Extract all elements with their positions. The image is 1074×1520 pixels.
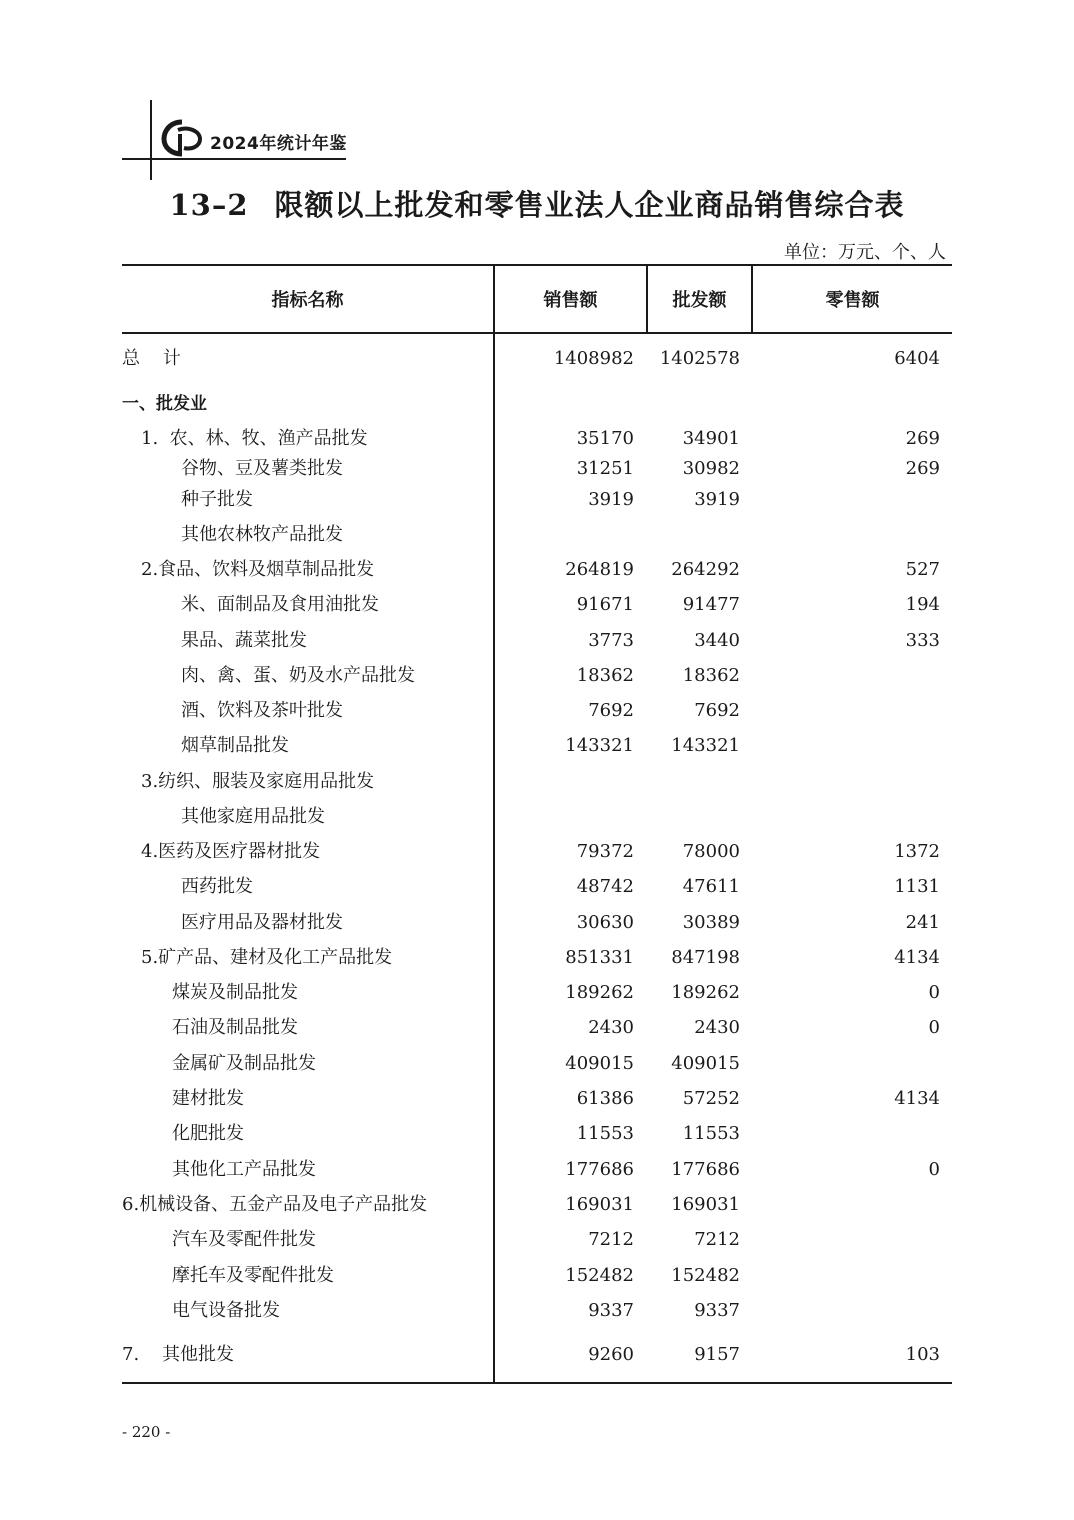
row-label: 煤炭及制品批发 xyxy=(172,982,298,1003)
cell-sales: 7212 xyxy=(588,1229,634,1250)
table-bottom-rule xyxy=(122,1382,952,1384)
table-row xyxy=(0,1227,1074,1253)
cell-wholesale: 189262 xyxy=(671,982,740,1003)
cell-retail: 0 xyxy=(928,1017,940,1038)
row-label: 酒、饮料及茶叶批发 xyxy=(181,700,343,721)
row-label: 西药批发 xyxy=(181,876,253,897)
cell-sales: 35170 xyxy=(576,428,634,449)
table-row xyxy=(0,1298,1074,1324)
cell-wholesale: 409015 xyxy=(671,1053,740,1074)
cell-retail: 103 xyxy=(905,1344,940,1365)
cell-retail: 4134 xyxy=(894,947,940,968)
cell-wholesale: 847198 xyxy=(671,947,740,968)
cell-sales: 1408982 xyxy=(553,348,634,369)
table-row xyxy=(0,769,1074,795)
cell-sales: 79372 xyxy=(576,841,634,862)
cell-retail: 0 xyxy=(928,982,940,1003)
table-row xyxy=(0,1342,1074,1368)
cell-wholesale: 78000 xyxy=(682,841,740,862)
cell-wholesale: 7692 xyxy=(694,700,740,721)
cell-wholesale: 177686 xyxy=(671,1159,740,1180)
cell-sales: 152482 xyxy=(565,1265,634,1286)
table-row xyxy=(0,487,1074,513)
cell-sales: 3919 xyxy=(588,489,634,510)
page-number: - 220 - xyxy=(122,1423,171,1441)
table-row xyxy=(0,456,1074,482)
yearbook-logo-icon xyxy=(160,118,206,158)
table-row xyxy=(0,1157,1074,1183)
cell-sales: 143321 xyxy=(565,735,634,756)
cell-wholesale: 3919 xyxy=(694,489,740,510)
row-label: 5.矿产品、建材及化工产品批发 xyxy=(141,947,393,968)
row-label: 化肥批发 xyxy=(172,1123,244,1144)
table-row xyxy=(0,426,1074,452)
table-row xyxy=(0,1121,1074,1147)
cell-retail: 1131 xyxy=(894,876,940,897)
cell-sales: 264819 xyxy=(565,559,634,580)
cell-retail: 333 xyxy=(905,630,940,651)
row-label: 种子批发 xyxy=(181,489,253,510)
cell-sales: 189262 xyxy=(565,982,634,1003)
cell-wholesale: 2430 xyxy=(694,1017,740,1038)
row-label: 2.食品、饮料及烟草制品批发 xyxy=(141,559,375,580)
cell-retail: 194 xyxy=(905,594,940,615)
cell-sales: 7692 xyxy=(588,700,634,721)
row-label: 7. 其他批发 xyxy=(122,1344,235,1365)
table-header-rule xyxy=(122,332,952,334)
table-row xyxy=(0,874,1074,900)
cell-retail: 269 xyxy=(905,428,940,449)
table-row xyxy=(0,698,1074,724)
cell-retail: 269 xyxy=(905,458,940,479)
table-row xyxy=(0,1086,1074,1112)
table-row xyxy=(0,1015,1074,1041)
table-title: 限额以上批发和零售业法人企业商品销售综合表 xyxy=(274,188,905,222)
row-label: 1. 农、林、牧、渔产品批发 xyxy=(141,428,368,449)
cell-sales: 409015 xyxy=(565,1053,634,1074)
cell-sales: 2430 xyxy=(588,1017,634,1038)
cell-wholesale: 47611 xyxy=(682,876,740,897)
cell-sales: 9260 xyxy=(588,1344,634,1365)
cell-sales: 851331 xyxy=(565,947,634,968)
cell-retail: 0 xyxy=(928,1159,940,1180)
cell-sales: 18362 xyxy=(576,665,634,686)
cell-wholesale: 9157 xyxy=(694,1344,740,1365)
table-row xyxy=(0,910,1074,936)
table-row xyxy=(0,733,1074,759)
table-row xyxy=(0,557,1074,583)
unit-note: 单位：万元、个、人 xyxy=(784,242,946,263)
column-header-name: 指标名称 xyxy=(271,290,344,311)
row-label: 3.纺织、服装及家庭用品批发 xyxy=(141,771,375,792)
table-row xyxy=(0,592,1074,618)
cell-sales: 11553 xyxy=(576,1123,634,1144)
table-row xyxy=(0,980,1074,1006)
cell-wholesale: 169031 xyxy=(671,1194,740,1215)
cell-wholesale: 3440 xyxy=(694,630,740,651)
cell-wholesale: 30389 xyxy=(682,912,740,933)
table-row xyxy=(0,346,1074,372)
cell-wholesale: 7212 xyxy=(694,1229,740,1250)
cell-retail: 241 xyxy=(905,912,940,933)
cell-sales: 91671 xyxy=(576,594,634,615)
cell-wholesale: 264292 xyxy=(671,559,740,580)
cell-wholesale: 143321 xyxy=(671,735,740,756)
row-label: 金属矿及制品批发 xyxy=(172,1053,316,1074)
row-label: 石油及制品批发 xyxy=(172,1017,298,1038)
table-row xyxy=(0,1263,1074,1289)
table-number: 13–2 xyxy=(169,188,249,222)
column-header-sales: 销售额 xyxy=(543,290,598,311)
cell-wholesale: 34901 xyxy=(682,428,740,449)
row-label: 建材批发 xyxy=(172,1088,244,1109)
row-label: 4.医药及医疗器材批发 xyxy=(141,841,321,862)
cell-sales: 31251 xyxy=(576,458,634,479)
column-header-retail: 零售额 xyxy=(825,290,880,311)
cell-wholesale: 9337 xyxy=(694,1300,740,1321)
cell-wholesale: 18362 xyxy=(682,665,740,686)
row-label: 电气设备批发 xyxy=(172,1300,280,1321)
cell-wholesale: 11553 xyxy=(682,1123,740,1144)
cell-sales: 61386 xyxy=(576,1088,634,1109)
row-label: 其他农林牧产品批发 xyxy=(181,524,343,545)
row-label: 其他化工产品批发 xyxy=(172,1159,316,1180)
row-label: 一、批发业 xyxy=(122,394,207,414)
table-row xyxy=(0,1192,1074,1218)
table-row xyxy=(0,804,1074,830)
row-label: 医疗用品及器材批发 xyxy=(181,912,343,933)
cell-wholesale: 30982 xyxy=(682,458,740,479)
table-row xyxy=(0,522,1074,548)
row-label: 米、面制品及食用油批发 xyxy=(181,594,379,615)
row-label: 其他家庭用品批发 xyxy=(181,806,325,827)
row-label: 总 计 xyxy=(122,348,181,369)
cell-wholesale: 57252 xyxy=(682,1088,740,1109)
cell-retail: 4134 xyxy=(894,1088,940,1109)
table-row xyxy=(0,839,1074,865)
cell-retail: 1372 xyxy=(894,841,940,862)
table-row xyxy=(0,628,1074,654)
table-row xyxy=(0,663,1074,689)
cell-wholesale: 152482 xyxy=(671,1265,740,1286)
row-label: 汽车及零配件批发 xyxy=(172,1229,316,1250)
cell-retail: 6404 xyxy=(894,348,940,369)
cell-sales: 30630 xyxy=(576,912,634,933)
cell-sales: 169031 xyxy=(565,1194,634,1215)
page-title xyxy=(0,183,1074,224)
cell-sales: 3773 xyxy=(588,630,634,651)
table-top-rule xyxy=(122,264,952,266)
row-label: 6.机械设备、五金产品及电子产品批发 xyxy=(122,1194,428,1215)
cell-retail: 527 xyxy=(905,559,940,580)
header-horizontal-rule xyxy=(122,158,346,160)
cell-sales: 48742 xyxy=(576,876,634,897)
row-label: 果品、蔬菜批发 xyxy=(181,630,307,651)
row-label: 肉、禽、蛋、奶及水产品批发 xyxy=(181,665,415,686)
yearbook-name: 2024年统计年鉴 xyxy=(210,134,347,154)
cell-wholesale: 1402578 xyxy=(659,348,740,369)
cell-sales: 9337 xyxy=(588,1300,634,1321)
cell-sales: 177686 xyxy=(565,1159,634,1180)
table-row xyxy=(0,391,1074,417)
table-row xyxy=(0,1051,1074,1077)
row-label: 谷物、豆及薯类批发 xyxy=(181,458,343,479)
table-row xyxy=(0,945,1074,971)
row-label: 烟草制品批发 xyxy=(181,735,289,756)
row-label: 摩托车及零配件批发 xyxy=(172,1265,334,1286)
column-header-wholesale: 批发额 xyxy=(672,290,727,311)
header-vertical-rule xyxy=(150,100,152,180)
cell-wholesale: 91477 xyxy=(682,594,740,615)
